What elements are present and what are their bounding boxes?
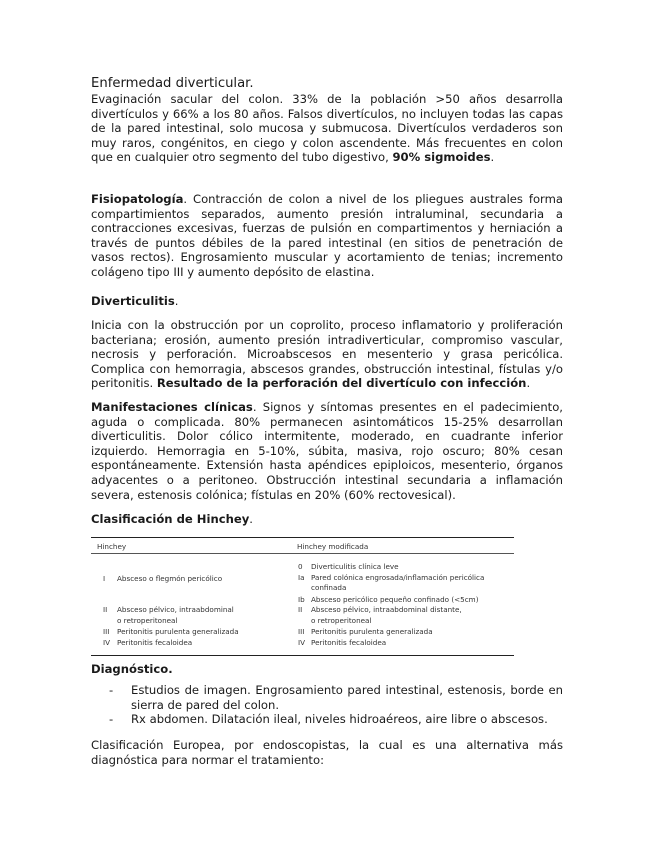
- diverticulitis-bold: Resultado de la perforación del divertículo con infección: [156, 376, 527, 391]
- table-rule-mid: [91, 553, 514, 554]
- left-grade: II: [103, 605, 108, 614]
- right-grade: 0: [298, 562, 303, 571]
- intro-paragraph: [91, 92, 563, 165]
- right-text: confinada: [311, 583, 347, 592]
- left-grade: I: [103, 574, 106, 583]
- diverticulitis-paragraph: [91, 318, 563, 391]
- diverticulitis-heading-end: .: [174, 294, 179, 308]
- table-header-hinchey: Hinchey: [97, 542, 127, 551]
- right-text: Pared colónica engrosada/inflamación pericólica: [311, 573, 485, 582]
- hinchey-heading-line: [91, 512, 563, 527]
- diverticulitis-heading: Diverticulitis: [91, 294, 175, 308]
- list-item-text: Rx abdomen. Dilatación ileal, niveles hidroaéreos, aire libre o abscesos.: [131, 712, 548, 727]
- fisiopatologia-text: . Contracción de colon a nivel de los pliegues australes forma compartimientos separados, aumento presión intraluminal, secundaria a contracciones excesivas, fuerzas de pulsión en compartimentos y herniación a través de puntos débiles de la pared intestinal (en sitios de penetración de vasos rectos). Engrosamiento muscular y acortamiento de tenias; incremento colágeno tipo III y aumento depósito de elastina.: [91, 192, 563, 279]
- diverticulitis-bold-end: .: [526, 376, 531, 391]
- left-text: o retroperitoneal: [117, 616, 178, 625]
- bullet-dash: -: [109, 683, 114, 697]
- hinchey-heading-end: .: [249, 512, 253, 526]
- left-grade: IV: [103, 638, 111, 647]
- intro-end: .: [490, 150, 495, 165]
- manifestaciones-heading: Manifestaciones clínicas: [91, 400, 253, 414]
- right-grade: IV: [298, 638, 306, 647]
- fisiopatologia-paragraph: [91, 192, 563, 280]
- left-text: Absceso o flegmón pericólico: [117, 574, 223, 583]
- list-item: [91, 683, 563, 712]
- right-grade: Ib: [298, 595, 305, 604]
- right-grade: Ia: [298, 573, 305, 582]
- right-grade: III: [298, 627, 305, 636]
- manifestaciones-text: . Signos y síntomas presentes en el padecimiento, aguda o complicada. 80% permanecen asintomáticos 15-25% desarrollan diverticulitis. Dolor cólico intermitente, moderado, en cuadrante inferior izquierdo. Hemorragia en 5-10%, súbita, masiva, rojo oscuro; 80% cesan espontáneamente. Extensión hasta apéndices epiploicos, mesenterio, órganos adyacentes o a peritoneo. Obstrucción intestinal secundaria a inflamación severa, estenosis colónica; fístulas en 20% (60% rectovesical).: [91, 400, 563, 502]
- right-text: Peritonitis fecaloidea: [311, 638, 387, 647]
- intro-bold: 90% sigmoides: [392, 150, 491, 165]
- diagnostico-list: [91, 683, 563, 727]
- table-rule-top: [91, 537, 514, 538]
- right-text: Diverticulitis clínica leve: [311, 562, 399, 571]
- right-text: Absceso pélvico, intraabdominal distante,: [311, 605, 462, 614]
- manifestaciones-paragraph: [91, 400, 563, 502]
- intro-text: Evaginación sacular del colon. 33% de la población >50 años desarrolla divertículos y 66% a los 80 años. Falsos divertículos, no incluyen todas las capas de la pared intestinal, solo mucosa y submucosa. Divertículos verdaderos son muy raros, congénitos, en ciego y colon ascendente. Más frecuentes en colon que en cualquier otro segmento del tubo digestivo,: [91, 92, 563, 165]
- europea-paragraph: Clasificación Europea, por endoscopistas, la cual es una alternativa más diagnóstica para normar el tratamiento:: [91, 738, 563, 767]
- bullet-dash: -: [109, 712, 114, 727]
- left-grade: III: [103, 627, 110, 636]
- hinchey-heading: Clasificación de Hinchey: [91, 512, 250, 526]
- document-title: Enfermedad diverticular.: [91, 76, 254, 91]
- table-header-hinchey-modificada: Hinchey modificada: [297, 542, 369, 551]
- right-text: Peritonitis purulenta generalizada: [311, 627, 433, 636]
- list-item: [91, 712, 563, 727]
- right-text: o retroperitoneal: [311, 616, 372, 625]
- diagnostico-heading: Diagnóstico.: [91, 662, 173, 676]
- table-rule-bottom: [91, 655, 514, 656]
- fisiopatologia-heading: Fisiopatología: [91, 192, 184, 206]
- diverticulitis-text: Inicia con la obstrucción por un coprolito, proceso inflamatorio y proliferación bacteriana; erosión, aumento presión intradiverticular, compromiso vascular, necrosis y perforación. Microabscesos en mesenterio y grasa pericólica. Complica con hemorragia, abscesos grandes, obstrucción intestinal, fístulas y/o peritonitis.: [91, 318, 563, 391]
- right-grade: II: [298, 605, 303, 614]
- left-text: Peritonitis fecaloidea: [117, 638, 193, 647]
- left-text: Peritonitis purulenta generalizada: [117, 627, 239, 636]
- left-text: Absceso pélvico, intraabdominal: [117, 605, 234, 614]
- right-text: Absceso pericólico pequeño confinado (<5cm): [311, 595, 479, 604]
- diverticulitis-heading-line: [91, 294, 563, 309]
- list-item-text: Estudios de imagen. Engrosamiento pared intestinal, estenosis, borde en sierra de pared del colon.: [131, 683, 563, 712]
